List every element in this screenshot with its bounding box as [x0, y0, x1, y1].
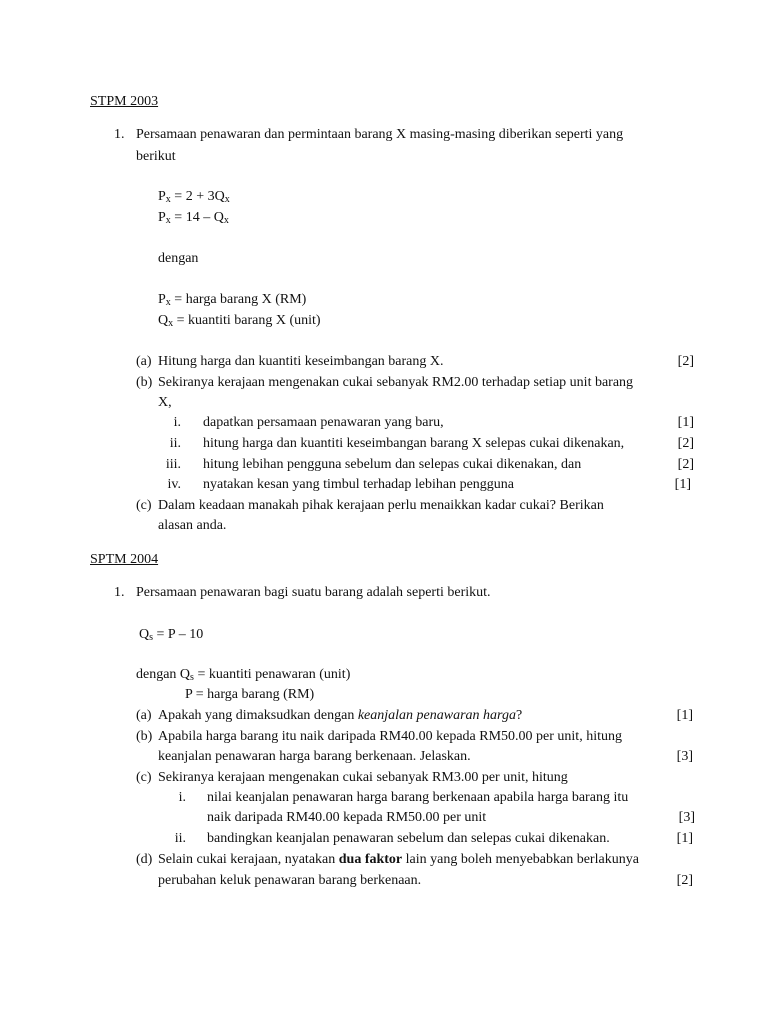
part-c-text-line1: Dalam keadaan manakah pihak kerajaan perlu menaikkan kadar cukai? Berikan	[158, 498, 604, 513]
text-run: ?	[515, 708, 523, 723]
def-text: = kuantiti barang X (unit)	[173, 313, 321, 328]
question-number: 1.	[114, 127, 125, 142]
subpart-text: nyatakan kesan yang timbul terhadap lebihan pengguna	[203, 477, 515, 492]
part-b-label: (b)	[136, 729, 153, 744]
dengan-label: dengan	[158, 251, 199, 266]
bold-term: dua faktor	[338, 852, 403, 867]
eq-rhs: = P – 10	[153, 627, 204, 642]
subpart-mark: [2]	[677, 436, 694, 451]
part-c-text-line2: alasan anda.	[158, 518, 227, 533]
text-run: Selain cukai kerajaan, nyatakan	[158, 852, 339, 867]
part-b-mark: [3]	[676, 749, 693, 764]
eq-lhs: Q	[139, 627, 150, 642]
eq-lhs-sub: x	[165, 194, 171, 205]
part-a-text: Hitung harga dan kuantiti keseimbangan barang X.	[158, 354, 444, 369]
subpart-text: hitung lebihan pengguna sebelum dan selepas cukai dikenakan, dan	[203, 457, 582, 472]
eq-rhs: = 14 – Q	[170, 210, 224, 225]
subpart-num: ii.	[169, 436, 181, 451]
part-c-label: (c)	[136, 770, 152, 785]
question-text-line1: Persamaan penawaran dan permintaan barang X masing-masing diberikan seperti yang	[136, 127, 624, 142]
subpart-mark: [1]	[674, 477, 691, 492]
part-b-text-line1: Apabila harga barang itu naik daripada RM40.00 kepada RM50.00 per unit, hitung	[158, 729, 622, 744]
def-text: = kuantiti penawaran (unit)	[193, 667, 351, 682]
part-b-text-line1: Sekiranya kerajaan mengenakan cukai sebanyak RM2.00 terhadap setiap unit barang	[158, 375, 634, 390]
demand-equation	[158, 209, 229, 230]
part-a-label: (a)	[136, 708, 152, 723]
text-run: Apakah yang dimaksudkan dengan	[158, 708, 358, 723]
part-c-text-line1: Sekiranya kerajaan mengenakan cukai sebanyak RM3.00 per unit, hitung	[158, 770, 568, 785]
subpart-text: dapatkan persamaan penawaran yang baru,	[203, 415, 444, 430]
subpart-num: i.	[173, 415, 181, 430]
part-b-text-line2: keanjalan penawaran harga barang berkenaan. Jelaskan.	[158, 749, 471, 764]
part-a-mark: [2]	[677, 354, 694, 369]
eq-rhs: = 2 + 3Q	[170, 189, 225, 204]
part-c-label: (c)	[136, 498, 152, 513]
def-sub: x	[165, 297, 171, 308]
subpart-num: iv.	[167, 477, 181, 492]
part-a-mark: [1]	[676, 708, 693, 723]
def-sub: s	[190, 672, 194, 683]
def-prefix: dengan Q	[136, 667, 191, 682]
supply-equation	[158, 188, 230, 209]
definition-price: P = harga barang (RM)	[185, 687, 315, 702]
section-heading-2003: STPM 2003	[90, 94, 159, 109]
eq-lhs-sub: x	[165, 215, 171, 226]
part-d-mark: [2]	[676, 873, 693, 888]
subpart-mark: [1]	[676, 831, 693, 846]
subpart-text-line2: naik daripada RM40.00 kepada RM50.00 per unit	[207, 810, 487, 825]
supply-equation	[139, 626, 203, 647]
question-text-line2: berikut	[136, 149, 176, 164]
subpart-num: i.	[178, 790, 186, 805]
subpart-mark: [1]	[677, 415, 694, 430]
part-a-text	[158, 707, 522, 725]
eq-lhs-sub: s	[149, 632, 154, 643]
def-symbol: P	[158, 292, 166, 307]
part-d-text-line1	[158, 851, 639, 869]
text-run: lain yang boleh menyebabkan berlakunya	[402, 852, 639, 867]
part-b-text-line2: X,	[158, 395, 172, 410]
definition-price	[158, 291, 306, 312]
subpart-text-line1: nilai keanjalan penawaran harga barang berkenaan apabila harga barang itu	[207, 790, 629, 805]
part-d-label: (d)	[136, 852, 153, 867]
eq-lhs: P	[158, 210, 166, 225]
subpart-num: iii.	[165, 457, 181, 472]
eq-lhs: P	[158, 189, 166, 204]
subpart-text: hitung harga dan kuantiti keseimbangan barang X selepas cukai dikenakan,	[203, 436, 625, 451]
def-sub: x	[168, 318, 174, 329]
subpart-num: ii.	[174, 831, 186, 846]
part-b-label: (b)	[136, 375, 153, 390]
eq-rhs-sub: x	[223, 215, 229, 226]
subpart-mark: [2]	[677, 457, 694, 472]
def-text: = harga barang X (RM)	[170, 292, 307, 307]
definition-quantity	[158, 312, 321, 333]
subpart-mark: [3]	[678, 810, 695, 825]
question-number: 1.	[114, 585, 125, 600]
part-a-label: (a)	[136, 354, 152, 369]
question-text: Persamaan penawaran bagi suatu barang adalah seperti berikut.	[136, 585, 491, 600]
eq-rhs-sub: x	[224, 194, 230, 205]
italic-term: keanjalan penawaran harga	[357, 708, 516, 723]
part-d-text-line2: perubahan keluk penawaran barang berkenaan.	[158, 873, 422, 888]
definition-quantity	[136, 666, 350, 687]
section-heading-2004: SPTM 2004	[90, 552, 159, 567]
subpart-text: bandingkan keanjalan penawaran sebelum dan selepas cukai dikenakan.	[207, 831, 610, 846]
def-symbol: Q	[158, 313, 169, 328]
